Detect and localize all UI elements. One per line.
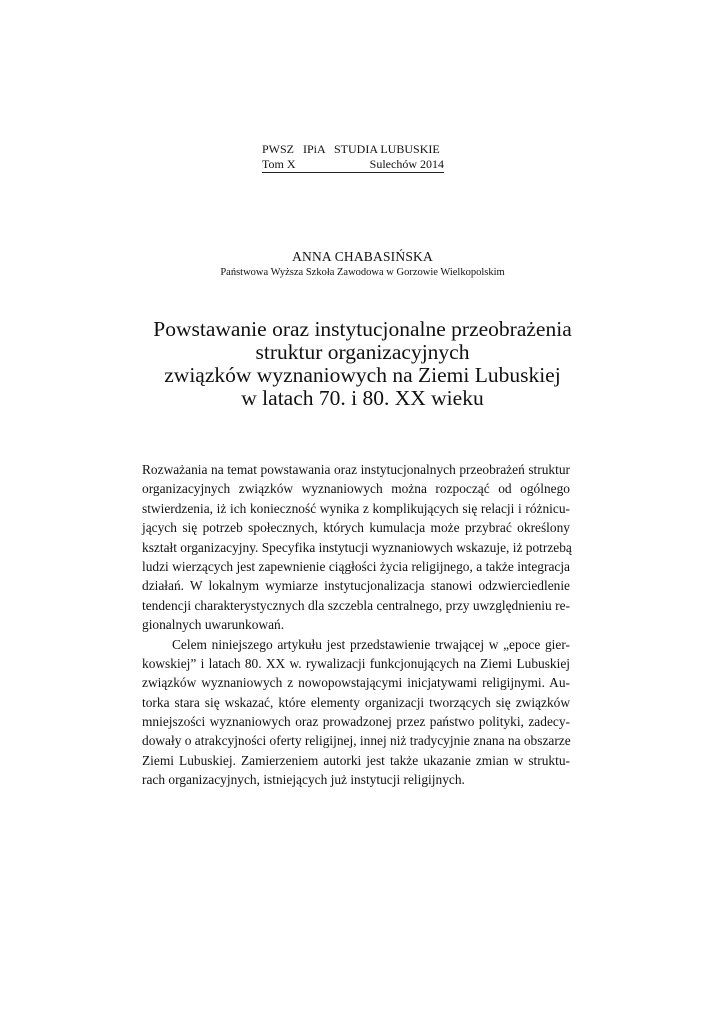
journal-header	[262, 141, 444, 173]
text-line: działań. W lokalnym wymiarze instytucjonalizacja stanowi odzwierciedlenie	[142, 578, 570, 594]
text-line: ludzi wierzących jest zapewnienie ciągłości życia religijnego, a także integracja	[142, 558, 570, 574]
volume-number: Tom X	[262, 157, 296, 171]
text-line: stwierdzenia, iż ich konieczność wynika z komplikujących się relacji i różnicu-	[142, 500, 570, 516]
author-affiliation: Państwowa Wyższa Szkoła Zawodowa w Gorzowie Wielkopolskim	[220, 267, 505, 278]
article-body	[142, 460, 570, 790]
text-line: rach organizacyjnych, istniejących już instytucji religijnych.	[142, 772, 465, 788]
place-year: Sulechów 2014	[369, 157, 444, 171]
title-line: Powstawanie oraz instytucjonalne przeobrażenia	[153, 317, 572, 341]
text-line: Ziemi Lubuskiej. Zamierzeniem autorki jest także ukazanie zmian w struktu-	[142, 752, 570, 768]
text-line: gionalnych uwarunkowań.	[142, 617, 285, 633]
article-title	[0, 318, 725, 410]
text-line: dowały o atrakcyjności oferty religijnej, innej niż tradycyjnie znana na obszarze	[142, 733, 571, 749]
journal-volume-line	[262, 157, 444, 173]
title-line: w latach 70. i 80. XX wieku	[241, 386, 484, 410]
title-line: związków wyznaniowych na Ziemi Lubuskiej	[164, 363, 561, 387]
text-line: torka stara się wskazać, które elementy organizacji tworzących się związków	[142, 694, 570, 710]
paragraph-1	[142, 460, 570, 635]
author-name: ANNA CHABASIŃSKA	[292, 249, 433, 264]
text-line: kowskiej” i latach 80. XX w. rywalizacji funkcjonujących na Ziemi Lubuskiej	[142, 655, 570, 671]
title-line: struktur organizacyjnych	[255, 340, 470, 364]
text-line: kształt organizacyjny. Specyfika instytucji wyznaniowych wskazuje, iż potrzebą	[142, 539, 572, 555]
text-line: Rozważania na temat powstawania oraz instytucjonalnych przeobrażeń struktur	[142, 462, 570, 477]
text-line: jących się potrzeb społecznych, których kumulacja może przybrać określony	[142, 520, 570, 536]
text-line: Celem niniejszego artykułu jest przedstawienie trwającej w „epoce gier-	[172, 636, 570, 652]
paragraph-2	[142, 635, 570, 790]
text-line: mniejszości wyznaniowych oraz prowadzonej przez państwo polityki, zadecy-	[142, 714, 570, 730]
text-line: organizacyjnych związków wyznaniowych można rozpocząć od ogólnego	[142, 481, 570, 497]
text-line: związków wyznaniowych z nowopowstającymi inicjatywami religijnymi. Au-	[142, 675, 570, 691]
journal-name: PWSZ IPiA STUDIA LUBUSKIE	[262, 142, 440, 156]
text-line: tendencji charakterystycznych dla szczebla centralnego, przy uwzględnieniu re-	[142, 597, 570, 613]
